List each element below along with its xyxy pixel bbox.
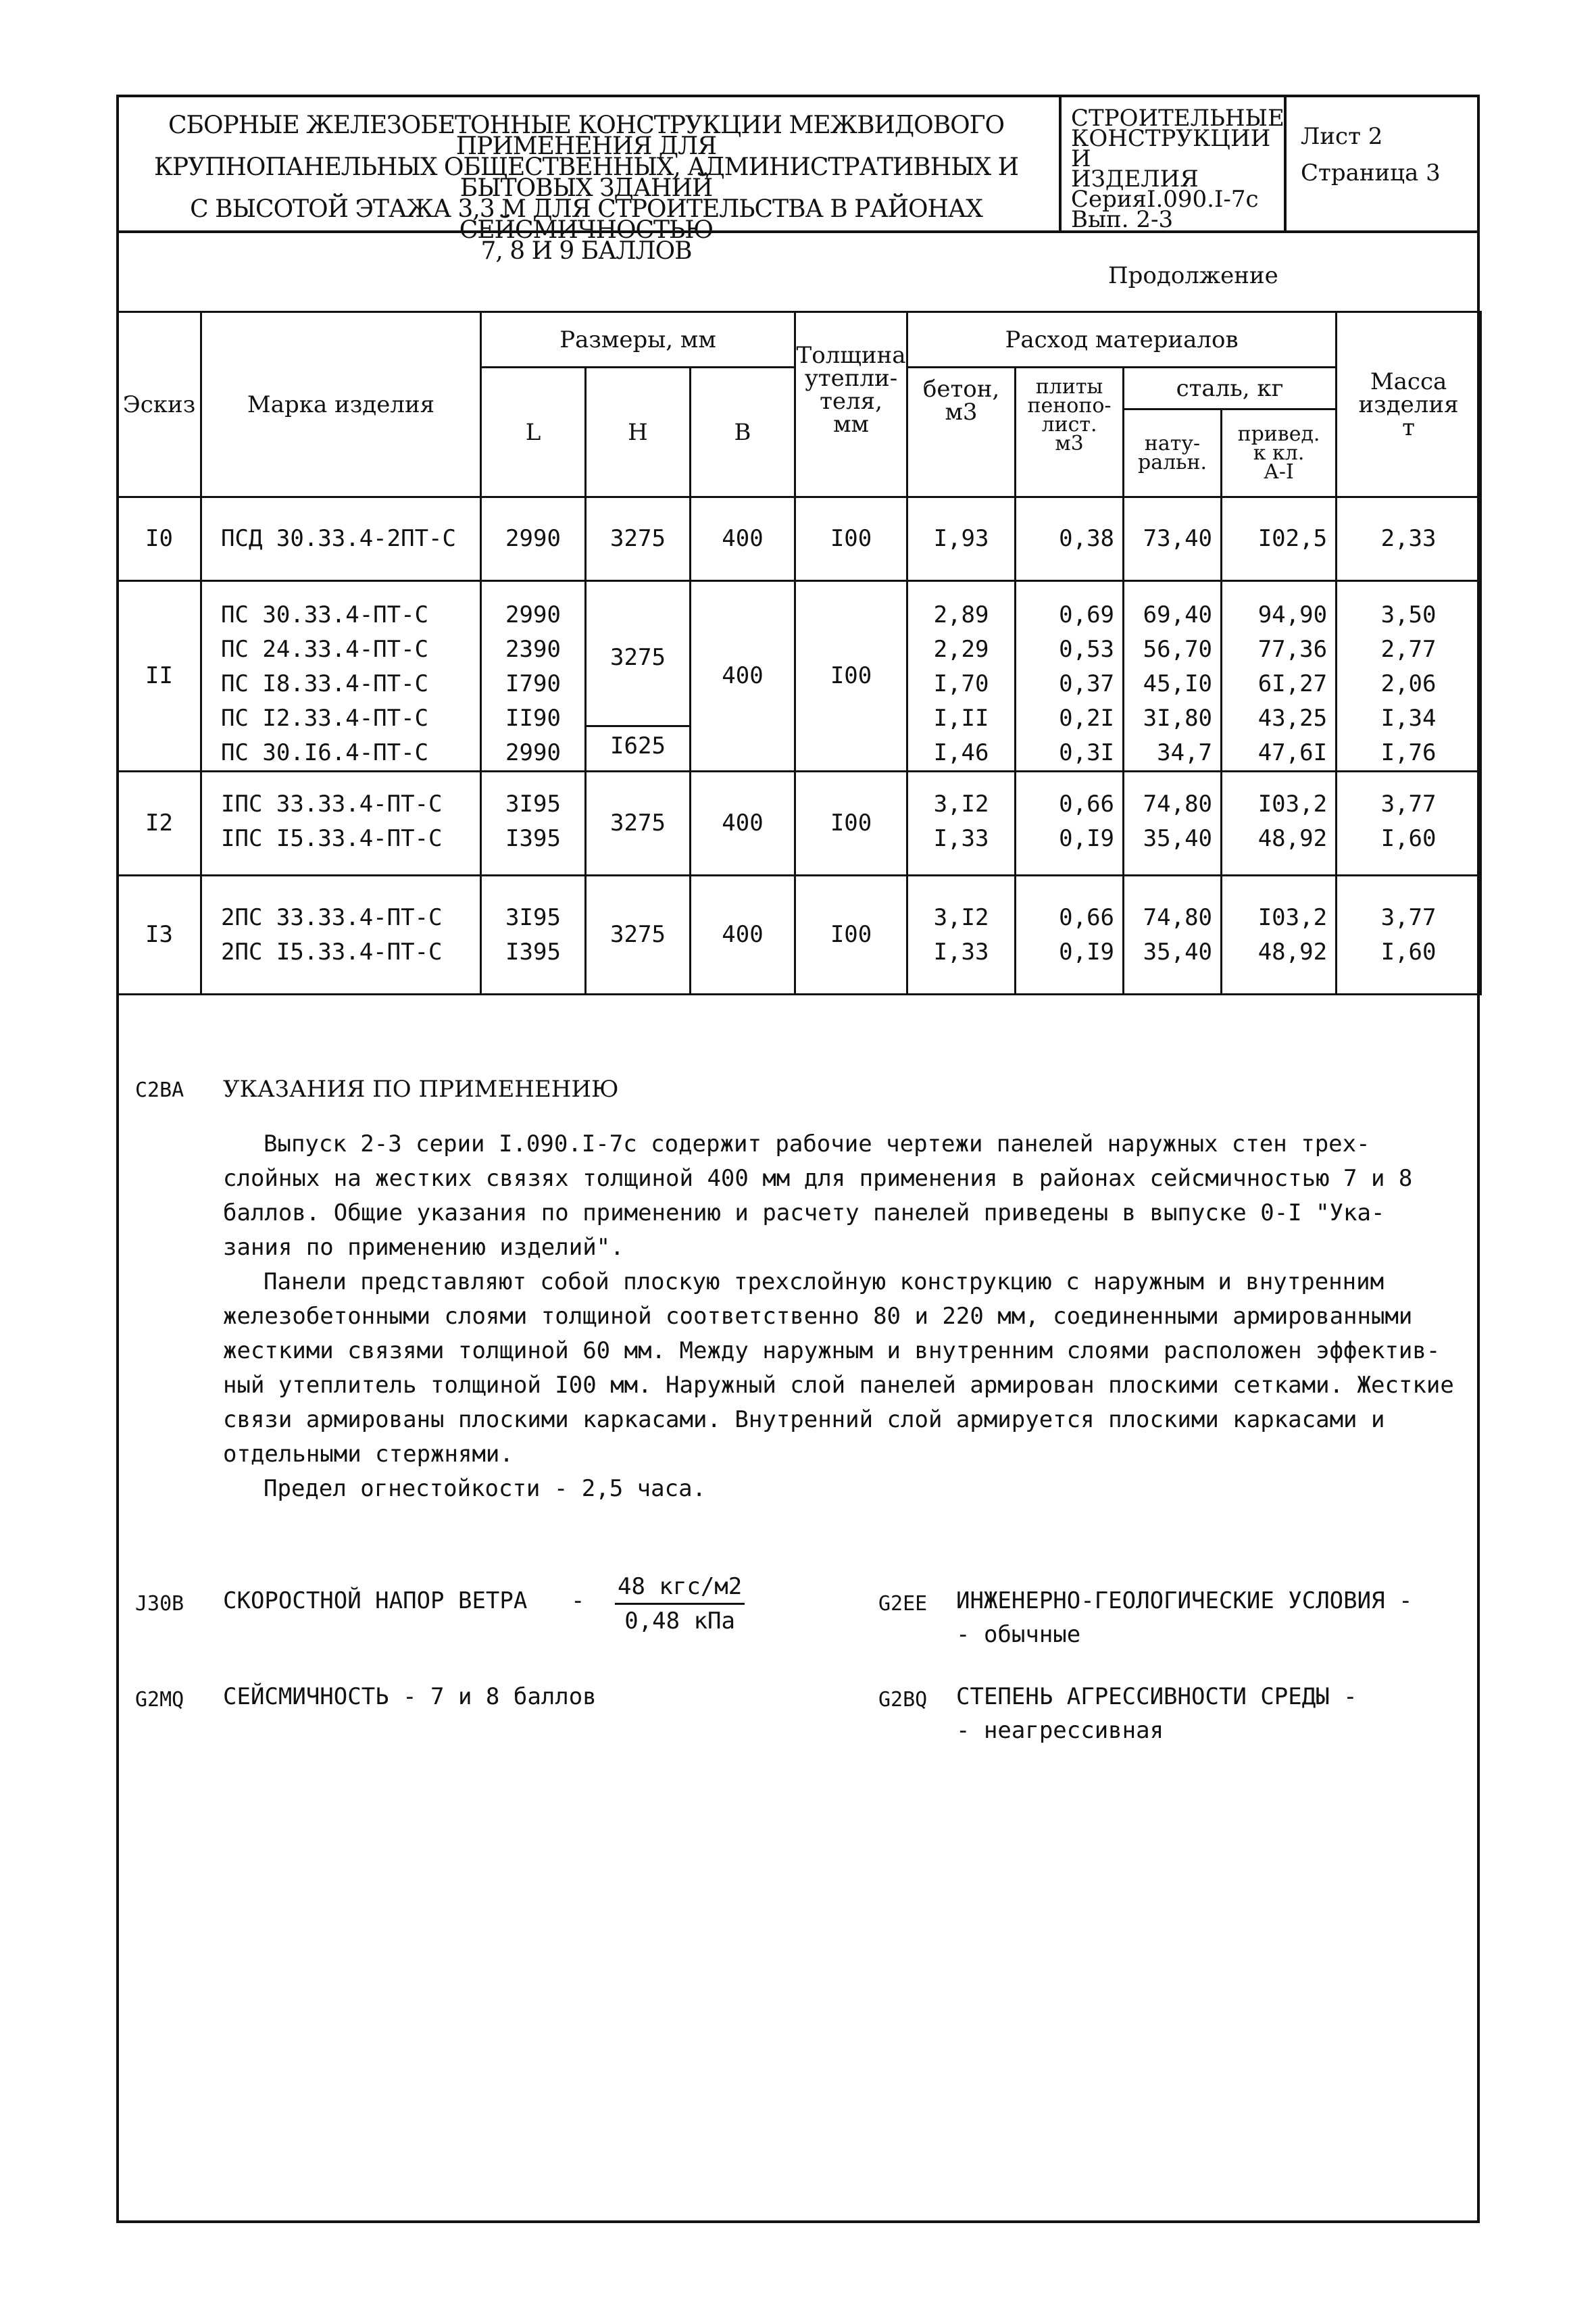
cell-line: 77,36 xyxy=(1257,636,1328,663)
cell-line: I,33 xyxy=(933,825,989,852)
cell-steel-reduced xyxy=(1222,581,1337,772)
cell-line: 45,I0 xyxy=(1143,670,1213,697)
cell-line: 0,37 xyxy=(1059,670,1115,697)
paragraph xyxy=(223,1127,1466,1506)
header-text: Масса xyxy=(1370,368,1447,395)
spec-table xyxy=(116,311,1482,995)
cell-line: 0,2I xyxy=(1059,705,1115,732)
cell-foam xyxy=(1016,876,1124,995)
wind-value-kpa: 0,48 кПа xyxy=(624,1608,735,1635)
cell-line: I,33 xyxy=(933,938,989,966)
page-number: Страница 3 xyxy=(1301,159,1441,186)
text-line: Предел огнестойкости - 2,5 часа. xyxy=(264,1475,707,1502)
cell-concrete: I,93 xyxy=(907,497,1016,581)
table-row xyxy=(118,581,1481,772)
series-line: Вып. 2-3 xyxy=(1071,206,1174,233)
cell-foam: 0,38 xyxy=(1016,497,1124,581)
header-text: плиты xyxy=(1035,375,1103,399)
cell-line: 74,80 xyxy=(1143,903,1213,931)
cell-line: 2,06 xyxy=(1380,670,1437,697)
series-line: КОНСТРУКЦИИ И xyxy=(1071,125,1271,172)
cell-line: ПС 30.I6.4-ПТ-С xyxy=(221,739,429,766)
cell-L xyxy=(481,876,586,995)
cell-mark xyxy=(201,581,481,772)
cell-insulation: I00 xyxy=(795,876,907,995)
cell-line: 74,80 xyxy=(1143,791,1213,818)
cell-line: II90 xyxy=(505,705,561,732)
title-divider xyxy=(1059,95,1062,233)
table-row xyxy=(118,772,1481,876)
cell-line: 6I,27 xyxy=(1257,670,1328,697)
cell-mark xyxy=(201,876,481,995)
header-text: Толщина xyxy=(796,342,906,369)
cell-H: 3275 xyxy=(586,497,691,581)
cell-line: ПС 24.33.4-ПТ-С xyxy=(221,636,429,663)
text-line: связи армированы плоскими каркасами. Внутренний слой армируется плоскими каркасами и xyxy=(223,1406,1385,1433)
cell-line: I790 xyxy=(505,670,561,697)
header-text: теля, xyxy=(820,388,882,415)
cell-line: I03,2 xyxy=(1257,903,1328,931)
cell-H xyxy=(586,581,691,772)
cell-line: 3,50 xyxy=(1380,601,1437,628)
col-steel: сталь, кг xyxy=(1124,368,1337,409)
cell-line: 34,7 xyxy=(1157,739,1213,766)
geo-value: - обычные xyxy=(956,1621,1081,1648)
cell-B: 400 xyxy=(691,772,795,876)
cell-mass xyxy=(1337,876,1481,995)
series-line: СТРОИТЕЛЬНЫЕ xyxy=(1071,105,1285,132)
continuation-label: Продолжение xyxy=(1108,262,1278,289)
cell-line: 56,70 xyxy=(1143,636,1213,663)
cell-mark: ПСД 30.33.4-2ПТ-С xyxy=(201,497,481,581)
cell-sketch: I2 xyxy=(118,772,201,876)
header-text: утепли- xyxy=(804,365,898,392)
col-materials: Расход материалов xyxy=(907,312,1337,368)
cell-steel-reduced: I02,5 xyxy=(1222,497,1337,581)
cell-line: ПС I2.33.4-ПТ-С xyxy=(221,705,429,732)
cell-steel-natural xyxy=(1124,581,1222,772)
cell-line: 0,3I xyxy=(1059,739,1115,766)
cell-line: ПС 30.33.4-ПТ-С xyxy=(221,601,429,628)
col-sizes: Размеры, мм xyxy=(481,312,795,368)
cell-B: 400 xyxy=(691,497,795,581)
col-foam xyxy=(1016,368,1124,497)
cell-concrete xyxy=(907,876,1016,995)
wind-label: СКОРОСТНОЙ НАПОР ВЕТРА xyxy=(223,1587,528,1614)
col-concrete xyxy=(907,368,1016,497)
cell-line: I,34 xyxy=(1380,705,1437,732)
header-text: лист. xyxy=(1041,413,1097,437)
title-line: 7, 8 И 9 БАЛЛОВ xyxy=(480,237,692,265)
cell-line: 35,40 xyxy=(1143,938,1213,966)
text-line: Панели представляют собой плоскую трехслойную конструкцию с наружным и внутренним xyxy=(264,1268,1385,1295)
cell-line: 69,40 xyxy=(1143,601,1213,628)
cell-line: IПС I5.33.4-ПТ-С xyxy=(221,825,443,852)
col-steel-natural xyxy=(1124,409,1222,497)
cell-line: 3275 xyxy=(610,643,666,671)
series-line: СерияI.090.I-7с xyxy=(1071,186,1259,213)
cell-line: 3I95 xyxy=(505,791,561,818)
cell-line: I,70 xyxy=(933,670,989,697)
cell-line: I,76 xyxy=(1380,739,1437,766)
cell-line: 3I,80 xyxy=(1143,705,1213,732)
cell-L: 2990 xyxy=(481,497,586,581)
header-text: ральн. xyxy=(1138,450,1207,474)
cell-line: I,II xyxy=(933,705,989,732)
col-B: B xyxy=(691,368,795,497)
section-code: G2BQ xyxy=(878,1688,928,1712)
cell-H: 3275 xyxy=(586,876,691,995)
cell-line: I,60 xyxy=(1380,938,1437,966)
cell-steel-reduced xyxy=(1222,876,1337,995)
title-line: КРУПНОПАНЕЛЬНЫХ ОБЩЕСТВЕННЫХ, АДМИНИСТРАТИВНЫХ И БЫТОВЫХ ЗДАНИЙ xyxy=(153,153,1019,202)
header-text: пенопо- xyxy=(1027,394,1112,418)
cell-mark xyxy=(201,772,481,876)
cell-steel-natural: 73,40 xyxy=(1124,497,1222,581)
header-text: т xyxy=(1402,414,1415,441)
geo-label: ИНЖЕНЕРНО-ГЕОЛОГИЧЕСКИЕ УСЛОВИЯ - xyxy=(956,1587,1413,1614)
table-row xyxy=(118,497,1481,581)
cell-B: 400 xyxy=(691,581,795,772)
col-L: L xyxy=(481,368,586,497)
cell-mass xyxy=(1337,581,1481,772)
cell-line: I,60 xyxy=(1380,825,1437,852)
header-text: м3 xyxy=(945,399,978,426)
cell-line: 0,69 xyxy=(1059,601,1115,628)
cell-line: 47,6I xyxy=(1257,739,1328,766)
cell-line: 2,77 xyxy=(1380,636,1437,663)
sheet-block xyxy=(1301,118,1473,191)
cell-line: 0,53 xyxy=(1059,636,1115,663)
cell-concrete xyxy=(907,581,1016,772)
cell-insulation: I00 xyxy=(795,581,907,772)
cell-L xyxy=(481,581,586,772)
series-line: ИЗДЕЛИЯ xyxy=(1071,166,1199,193)
cell-line: 3,I2 xyxy=(933,791,989,818)
cell-line: I625 xyxy=(587,725,689,765)
cell-line: 0,I9 xyxy=(1059,938,1115,966)
header-text: изделия xyxy=(1358,391,1459,418)
cell-line: 3,77 xyxy=(1380,791,1437,818)
header-text: нату- xyxy=(1144,431,1201,455)
text-line: Выпуск 2-3 серии I.090.I-7с содержит рабочие чертежи панелей наружных стен трех- xyxy=(264,1130,1370,1158)
cell-line: 2990 xyxy=(505,601,561,628)
section-heading: УКАЗАНИЯ ПО ПРИМЕНЕНИЮ xyxy=(223,1076,619,1103)
cell-sketch: I0 xyxy=(118,497,201,581)
wind-value-kgf: 48 кгс/м2 xyxy=(615,1573,745,1605)
text-line: баллов. Общие указания по применению и расчету панелей приведены в выпуске 0-I "Ука- xyxy=(223,1199,1385,1226)
table-row xyxy=(118,876,1481,995)
cell-line: I03,2 xyxy=(1257,791,1328,818)
cell-line: 2ПС 33.33.4-ПТ-С xyxy=(221,903,443,931)
cell-insulation: I00 xyxy=(795,497,907,581)
text-line: зания по применению изделий". xyxy=(223,1234,624,1261)
cell-line: 0,66 xyxy=(1059,903,1115,931)
cell-insulation: I00 xyxy=(795,772,907,876)
cell-line: 2,29 xyxy=(933,636,989,663)
cell-line: 0,I9 xyxy=(1059,825,1115,852)
section-code: C2BA xyxy=(135,1078,184,1102)
section-code: G2MQ xyxy=(135,1688,184,1712)
aggression-label: СТЕПЕНЬ АГРЕССИВНОСТИ СРЕДЫ - xyxy=(956,1683,1357,1710)
cell-line: 3,77 xyxy=(1380,903,1437,931)
cell-B: 400 xyxy=(691,876,795,995)
cell-L xyxy=(481,772,586,876)
text-line: отдельными стержнями. xyxy=(223,1441,514,1468)
title-line: С ВЫСОТОЙ ЭТАЖА 3,3 М ДЛЯ СТРОИТЕЛЬСТВА В РАЙОНАХ СЕЙСМИЧНОСТЬЮ xyxy=(190,195,982,244)
cell-line: 48,92 xyxy=(1257,825,1328,852)
cell-foam xyxy=(1016,581,1124,772)
cell-line: 3I95 xyxy=(505,903,561,931)
cell-sketch: I3 xyxy=(118,876,201,995)
col-insulation xyxy=(795,312,907,497)
cell-sketch: II xyxy=(118,581,201,772)
cell-line: I,46 xyxy=(933,739,989,766)
cell-line: I395 xyxy=(505,825,561,852)
header-text: мм xyxy=(833,411,869,438)
wind-value xyxy=(615,1573,745,1635)
section-code: G2EE xyxy=(878,1592,928,1616)
header-text: А-I xyxy=(1264,459,1294,484)
section-code: J30B xyxy=(135,1592,184,1616)
header-text: привед. xyxy=(1237,422,1320,446)
document-title xyxy=(128,111,1044,265)
header-text: м3 xyxy=(1055,432,1084,455)
text-line: жесткими связями толщиной 60 мм. Между наружным и внутренним слоями расположен эффектив- xyxy=(223,1337,1441,1364)
col-mark: Марка изделия xyxy=(201,312,481,497)
title-line: СБОРНЫЕ ЖЕЛЕЗОБЕТОННЫЕ КОНСТРУКЦИИ МЕЖВИДОВОГО ПРИМЕНЕНИЯ ДЛЯ xyxy=(168,111,1005,160)
sheet-number: Лист 2 xyxy=(1301,123,1383,150)
cell-line: 2ПС I5.33.4-ПТ-С xyxy=(221,938,443,966)
text-line: железобетонными слоями толщиной соответственно 80 и 220 мм, соединенными армированными xyxy=(223,1303,1413,1330)
cell-line: 3,I2 xyxy=(933,903,989,931)
cell-steel-reduced xyxy=(1222,772,1337,876)
cell-mass: 2,33 xyxy=(1337,497,1481,581)
header-text: бетон, xyxy=(922,376,1000,403)
header-text: к кл. xyxy=(1253,441,1305,465)
cell-line: ПС I8.33.4-ПТ-С xyxy=(221,670,429,697)
text-line: ный утеплитель толщиной I00 мм. Наружный слой панелей армирован плоскими сетками. Жесткие xyxy=(223,1372,1454,1399)
series-block xyxy=(1071,105,1287,233)
col-steel-reduced xyxy=(1222,409,1337,497)
aggression-value: - неагрессивная xyxy=(956,1717,1164,1744)
cell-line: 0,66 xyxy=(1059,791,1115,818)
cell-line: 48,92 xyxy=(1257,938,1328,966)
col-mass xyxy=(1337,312,1481,497)
cell-line: IПС 33.33.4-ПТ-С xyxy=(221,791,443,818)
cell-line: I395 xyxy=(505,938,561,966)
cell-concrete xyxy=(907,772,1016,876)
cell-line: 35,40 xyxy=(1143,825,1213,852)
seismic-label: СЕЙСМИЧНОСТЬ - 7 и 8 баллов xyxy=(223,1683,597,1710)
cell-line: 94,90 xyxy=(1257,601,1328,628)
wind-dash: - xyxy=(571,1587,585,1614)
cell-line: 2990 xyxy=(505,739,561,766)
cell-steel-natural xyxy=(1124,772,1222,876)
cell-mass xyxy=(1337,772,1481,876)
cell-H: 3275 xyxy=(586,772,691,876)
text-line: слойных на жестких связях толщиной 400 мм для применения в районах сейсмичностью 7 и 8 xyxy=(223,1165,1413,1192)
col-H: H xyxy=(586,368,691,497)
cell-line: 2390 xyxy=(505,636,561,663)
cell-foam xyxy=(1016,772,1124,876)
col-sketch: Эскиз xyxy=(118,312,201,497)
cell-line: 2,89 xyxy=(933,601,989,628)
cell-steel-natural xyxy=(1124,876,1222,995)
cell-line: 43,25 xyxy=(1257,705,1328,732)
